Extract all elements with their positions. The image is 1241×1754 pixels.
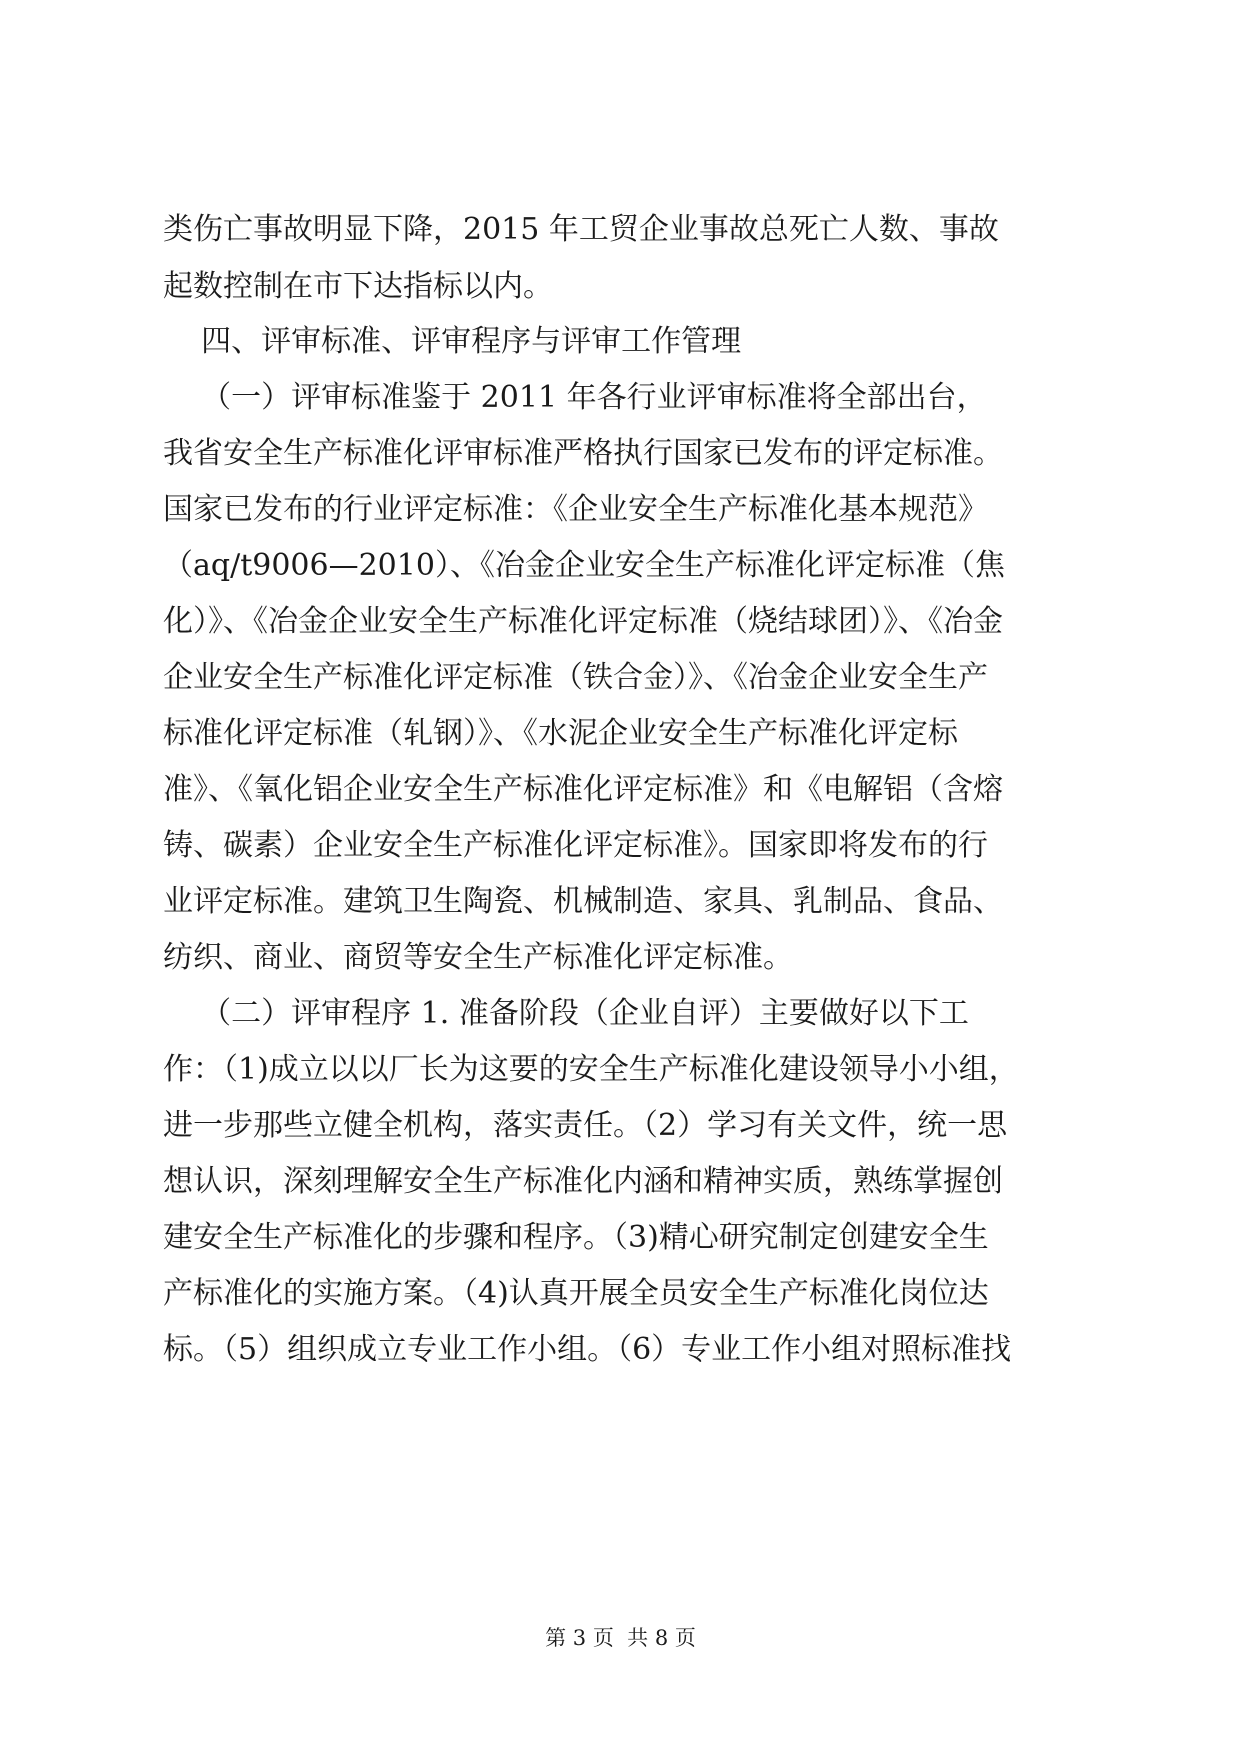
page-number-footer: 第 3 页 共 8 页 [545,1626,696,1650]
body-line: 纺织、商业、商贸等安全生产标准化评定标准。 [163,940,793,975]
body-line: 标。（5）组织成立专业工作小组。（6）专业工作小组对照标准找 [163,1332,1012,1367]
body-line: 铸、碳素）企业安全生产标准化评定标准》。国家即将发布的行 [163,828,988,863]
section-heading: 四、评审标准、评审程序与评审工作管理 [163,324,742,359]
body-line: 国家已发布的行业评定标准：《企业安全生产标准化基本规范》 [163,492,988,527]
body-line: 进一步那些立健全机构，落实责任。（2）学习有关文件，统一思 [163,1108,1008,1143]
body-line: 企业安全生产标准化评定标准（铁合金）》、《冶金企业安全生产 [163,660,988,695]
body-line: 建安全生产标准化的步骤和程序。（3)精心研究制定创建安全生 [163,1220,989,1255]
body-line: （一）评审标准鉴于 2011 年各行业评审标准将全部出台， [163,380,987,415]
body-line: 作：（1)成立以以厂长为这要的安全生产标准化建设领导小小组， [163,1052,1019,1087]
body-line: 类伤亡事故明显下降，2015 年工贸企业事故总死亡人数、事故 [163,212,999,247]
body-line: 起数控制在市下达指标以内。 [163,269,553,304]
body-line: 我省安全生产标准化评审标准严格执行国家已发布的评定标准。 [163,436,1003,471]
body-line: 标准化评定标准（轧钢）》、《水泥企业安全生产标准化评定标 [163,716,958,751]
body-line: （二）评审程序 1. 准备阶段（企业自评）主要做好以下工 [163,996,969,1031]
body-line: 化）》、《冶金企业安全生产标准化评定标准（烧结球团）》、《冶金 [163,604,1003,639]
body-line: （aq/t9006—2010）、《冶金企业安全生产标准化评定标准（焦 [163,548,1005,583]
body-line: 准》、《氧化铝企业安全生产标准化评定标准》和《电解铝（含熔 [163,772,1003,807]
body-line: 想认识，深刻理解安全生产标准化内涵和精神实质，熟练掌握创 [163,1164,1003,1199]
body-line: 产标准化的实施方案。（4)认真开展全员安全生产标准化岗位达 [163,1276,989,1311]
body-line: 业评定标准。建筑卫生陶瓷、机械制造、家具、乳制品、食品、 [163,884,1003,919]
